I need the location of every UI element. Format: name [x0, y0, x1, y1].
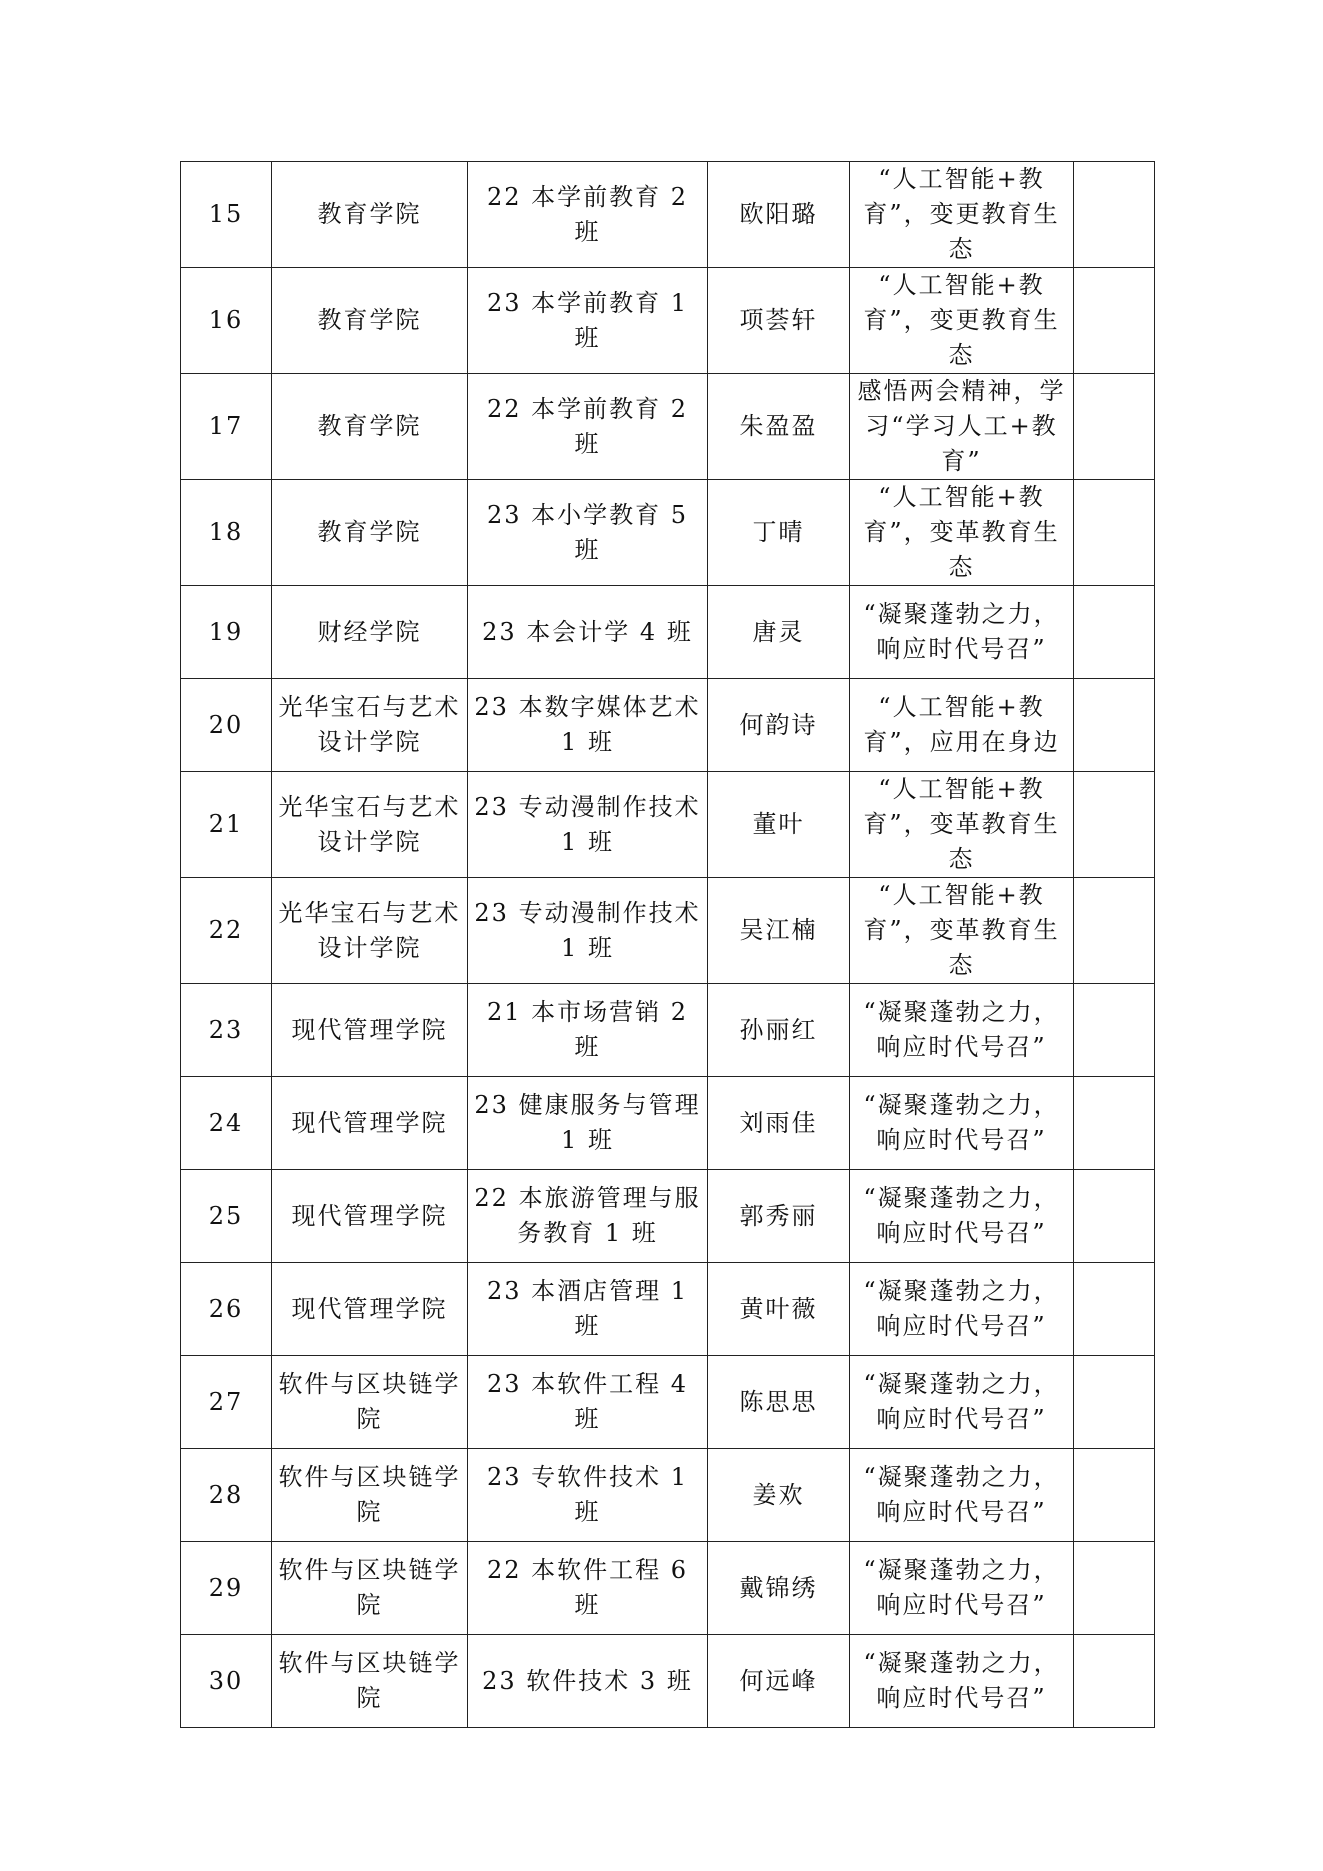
topic-cell: “人工智能+教育”，应用在身边	[850, 679, 1074, 772]
row-number: 20	[181, 679, 272, 772]
topic-cell: “凝聚蓬勃之力，响应时代号召”	[850, 1077, 1074, 1170]
student-name-cell: 项荟轩	[708, 268, 850, 374]
note-cell	[1074, 984, 1155, 1077]
topic-cell: “凝聚蓬勃之力，响应时代号召”	[850, 1170, 1074, 1263]
row-number: 24	[181, 1077, 272, 1170]
college-cell: 光华宝石与艺术设计学院	[272, 679, 468, 772]
note-cell	[1074, 1170, 1155, 1263]
note-cell	[1074, 1542, 1155, 1635]
note-cell	[1074, 679, 1155, 772]
table-row	[181, 1356, 1155, 1449]
college-cell: 现代管理学院	[272, 984, 468, 1077]
class-cell: 22 本学前教育 2 班	[468, 374, 708, 480]
topic-cell: “凝聚蓬勃之力，响应时代号召”	[850, 1542, 1074, 1635]
note-cell	[1074, 1635, 1155, 1728]
college-cell: 现代管理学院	[272, 1263, 468, 1356]
note-cell	[1074, 1263, 1155, 1356]
table-row	[181, 374, 1155, 480]
topic-cell: “凝聚蓬勃之力，响应时代号召”	[850, 1263, 1074, 1356]
class-cell: 23 本会计学 4 班	[468, 586, 708, 679]
class-cell: 23 健康服务与管理 1 班	[468, 1077, 708, 1170]
note-cell	[1074, 374, 1155, 480]
table-row	[181, 162, 1155, 268]
row-number: 30	[181, 1635, 272, 1728]
college-cell: 软件与区块链学院	[272, 1449, 468, 1542]
college-cell: 教育学院	[272, 162, 468, 268]
class-cell: 23 本酒店管理 1 班	[468, 1263, 708, 1356]
college-cell: 软件与区块链学院	[272, 1356, 468, 1449]
table-row	[181, 984, 1155, 1077]
student-name-cell: 何远峰	[708, 1635, 850, 1728]
topic-cell: “人工智能+教育”，变更教育生态	[850, 268, 1074, 374]
college-cell: 光华宝石与艺术设计学院	[272, 772, 468, 878]
college-cell: 财经学院	[272, 586, 468, 679]
note-cell	[1074, 480, 1155, 586]
note-cell	[1074, 268, 1155, 374]
row-number: 25	[181, 1170, 272, 1263]
table-row	[181, 1449, 1155, 1542]
class-cell: 23 本学前教育 1 班	[468, 268, 708, 374]
college-cell: 软件与区块链学院	[272, 1635, 468, 1728]
row-number: 28	[181, 1449, 272, 1542]
row-number: 26	[181, 1263, 272, 1356]
row-number: 29	[181, 1542, 272, 1635]
topic-cell: “人工智能+教育”，变革教育生态	[850, 480, 1074, 586]
table-row	[181, 1170, 1155, 1263]
student-name-cell: 郭秀丽	[708, 1170, 850, 1263]
topic-cell: 感悟两会精神，学习“学习人工+教育”	[850, 374, 1074, 480]
class-cell: 23 本软件工程 4 班	[468, 1356, 708, 1449]
row-number: 15	[181, 162, 272, 268]
college-cell: 光华宝石与艺术设计学院	[272, 878, 468, 984]
note-cell	[1074, 1449, 1155, 1542]
note-cell	[1074, 1077, 1155, 1170]
college-cell: 教育学院	[272, 480, 468, 586]
class-cell: 23 本数字媒体艺术 1 班	[468, 679, 708, 772]
student-name-cell: 董叶	[708, 772, 850, 878]
student-name-cell: 丁晴	[708, 480, 850, 586]
topic-cell: “人工智能+教育”，变革教育生态	[850, 878, 1074, 984]
note-cell	[1074, 878, 1155, 984]
topic-cell: “凝聚蓬勃之力，响应时代号召”	[850, 1635, 1074, 1728]
note-cell	[1074, 772, 1155, 878]
college-cell: 软件与区块链学院	[272, 1542, 468, 1635]
topic-cell: “凝聚蓬勃之力，响应时代号召”	[850, 1356, 1074, 1449]
topic-cell: “凝聚蓬勃之力，响应时代号召”	[850, 1449, 1074, 1542]
student-name-cell: 吴江楠	[708, 878, 850, 984]
student-name-cell: 何韵诗	[708, 679, 850, 772]
table-row	[181, 1542, 1155, 1635]
student-name-cell: 朱盈盈	[708, 374, 850, 480]
table-row	[181, 1635, 1155, 1728]
student-name-cell: 刘雨佳	[708, 1077, 850, 1170]
class-cell: 23 本小学教育 5 班	[468, 480, 708, 586]
student-name-cell: 姜欢	[708, 1449, 850, 1542]
table-row	[181, 1263, 1155, 1356]
college-cell: 教育学院	[272, 268, 468, 374]
student-name-cell: 黄叶薇	[708, 1263, 850, 1356]
class-cell: 22 本软件工程 6 班	[468, 1542, 708, 1635]
table-row	[181, 268, 1155, 374]
table-row	[181, 679, 1155, 772]
row-number: 21	[181, 772, 272, 878]
row-number: 27	[181, 1356, 272, 1449]
row-number: 19	[181, 586, 272, 679]
student-name-cell: 戴锦绣	[708, 1542, 850, 1635]
table-row	[181, 480, 1155, 586]
table-row	[181, 1077, 1155, 1170]
row-number: 17	[181, 374, 272, 480]
topic-cell: “凝聚蓬勃之力，响应时代号召”	[850, 586, 1074, 679]
student-list-table-wrap	[180, 161, 1155, 1728]
student-name-cell: 孙丽红	[708, 984, 850, 1077]
class-cell: 22 本旅游管理与服务教育 1 班	[468, 1170, 708, 1263]
topic-cell: “人工智能+教育”，变更教育生态	[850, 162, 1074, 268]
student-list-table	[180, 161, 1155, 1728]
row-number: 23	[181, 984, 272, 1077]
student-name-cell: 欧阳璐	[708, 162, 850, 268]
class-cell: 22 本学前教育 2 班	[468, 162, 708, 268]
topic-cell: “凝聚蓬勃之力，响应时代号召”	[850, 984, 1074, 1077]
table-row	[181, 586, 1155, 679]
class-cell: 23 专动漫制作技术 1 班	[468, 878, 708, 984]
row-number: 18	[181, 480, 272, 586]
class-cell: 23 专动漫制作技术 1 班	[468, 772, 708, 878]
class-cell: 21 本市场营销 2 班	[468, 984, 708, 1077]
table-row	[181, 878, 1155, 984]
note-cell	[1074, 586, 1155, 679]
table-row	[181, 772, 1155, 878]
topic-cell: “人工智能+教育”，变革教育生态	[850, 772, 1074, 878]
row-number: 16	[181, 268, 272, 374]
college-cell: 教育学院	[272, 374, 468, 480]
college-cell: 现代管理学院	[272, 1077, 468, 1170]
student-name-cell: 陈思思	[708, 1356, 850, 1449]
note-cell	[1074, 1356, 1155, 1449]
student-name-cell: 唐灵	[708, 586, 850, 679]
note-cell	[1074, 162, 1155, 268]
college-cell: 现代管理学院	[272, 1170, 468, 1263]
class-cell: 23 软件技术 3 班	[468, 1635, 708, 1728]
row-number: 22	[181, 878, 272, 984]
class-cell: 23 专软件技术 1 班	[468, 1449, 708, 1542]
